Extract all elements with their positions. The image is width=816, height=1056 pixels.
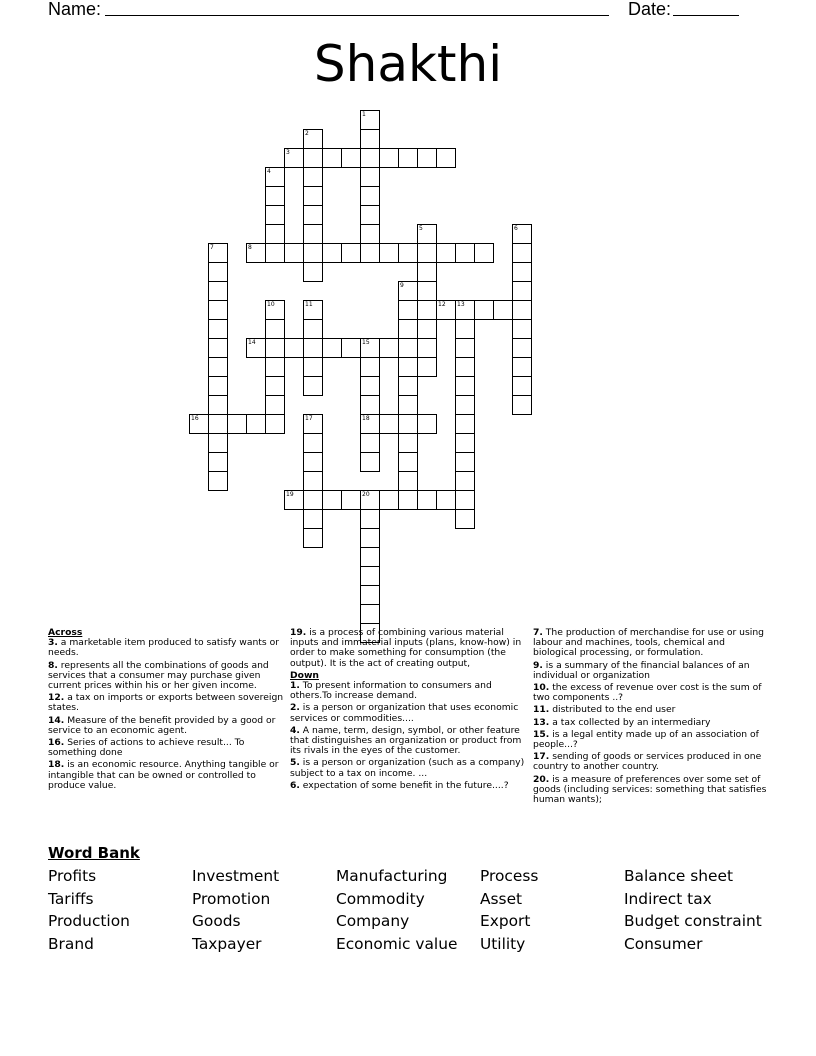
grid-cell[interactable]: [512, 243, 532, 263]
clue-number: 19: [286, 491, 294, 498]
clue-number: 4.: [290, 724, 300, 736]
grid-cell[interactable]: [208, 414, 228, 434]
grid-cell[interactable]: [360, 528, 380, 548]
grid-cell[interactable]: [303, 148, 323, 168]
grid-cell[interactable]: [208, 300, 228, 320]
clue-number: 20.: [533, 773, 550, 785]
grid-cell[interactable]: [360, 585, 380, 605]
clue-number: 9.: [533, 659, 543, 671]
grid-cell[interactable]: [455, 357, 475, 377]
grid-cell[interactable]: [417, 414, 437, 434]
clue-text: Measure of the benefit provided by a good or service to an economic agent.: [48, 714, 276, 736]
clue-number: 2.: [290, 702, 300, 714]
clue-text: represents all the combinations of goods and services that a consumer may purchase given current prices within his or her given income.: [48, 659, 269, 692]
grid-cell[interactable]: [303, 205, 323, 225]
word-bank-entry: Economic value: [336, 934, 458, 953]
grid-cell[interactable]: [417, 338, 437, 358]
grid-cell[interactable]: [474, 300, 494, 320]
grid-cell[interactable]: [303, 528, 323, 548]
grid-cell[interactable]: [398, 148, 418, 168]
grid-cell[interactable]: [341, 490, 361, 510]
grid-cell[interactable]: [360, 452, 380, 472]
grid-cell[interactable]: [360, 547, 380, 567]
grid-cell[interactable]: [455, 490, 475, 510]
clue-text: a tax collected by an intermediary: [549, 716, 711, 728]
grid-cell[interactable]: [455, 509, 475, 529]
clue-text: a marketable item produced to satisfy wants or needs.: [48, 637, 279, 659]
grid-cell[interactable]: [303, 414, 323, 434]
grid-cell[interactable]: [208, 319, 228, 339]
grid-cell[interactable]: [189, 414, 209, 434]
grid-cell[interactable]: [360, 604, 380, 624]
grid-cell[interactable]: [398, 357, 418, 377]
grid-cell[interactable]: [265, 243, 285, 263]
grid-cell[interactable]: [512, 262, 532, 282]
grid-cell[interactable]: [436, 490, 456, 510]
grid-cell[interactable]: [360, 395, 380, 415]
down-heading: Down: [290, 669, 319, 681]
grid-cell[interactable]: [512, 376, 532, 396]
clue-number: 15.: [533, 728, 550, 740]
clue-number: 5.: [290, 757, 300, 769]
grid-cell[interactable]: [303, 300, 323, 320]
grid-cell[interactable]: [322, 148, 342, 168]
clue-text: a tax on imports or exports between sovereign states.: [48, 692, 284, 714]
across-clue: [48, 760, 284, 791]
down-clue: [290, 758, 526, 778]
clue-number: 2: [305, 130, 309, 137]
word-bank-entry: Tariffs: [48, 889, 94, 908]
grid-cell[interactable]: [417, 243, 437, 263]
grid-cell[interactable]: [379, 243, 399, 263]
grid-cell[interactable]: [265, 205, 285, 225]
grid-cell[interactable]: [360, 376, 380, 396]
grid-cell[interactable]: [303, 376, 323, 396]
grid-cell[interactable]: [303, 319, 323, 339]
grid-cell[interactable]: [208, 395, 228, 415]
clue-number: 14.: [48, 714, 65, 726]
down-clue: [533, 628, 769, 659]
clue-text: is an economic resource. Anything tangible or intangible that can be owned or controlled to produce value.: [48, 759, 279, 791]
down-clue: [533, 683, 769, 703]
down-clue-list: [290, 681, 526, 791]
grid-cell[interactable]: [512, 281, 532, 301]
grid-cell[interactable]: [208, 376, 228, 396]
clue-number: 13: [457, 301, 465, 308]
word-bank-entry: Company: [336, 912, 410, 930]
clue-number: 1: [362, 111, 366, 118]
grid-cell[interactable]: [398, 471, 418, 491]
grid-cell[interactable]: [398, 338, 418, 358]
grid-cell[interactable]: [512, 319, 532, 339]
clue-number: 17.: [533, 751, 550, 763]
grid-cell[interactable]: [303, 471, 323, 491]
grid-cell[interactable]: [208, 357, 228, 377]
grid-cell[interactable]: [417, 300, 437, 320]
clue-text: is a person or organization that uses economic services or commodities....: [290, 702, 519, 724]
clue-number: 8.: [48, 659, 58, 671]
down-clue: [533, 752, 769, 772]
grid-cell[interactable]: [208, 262, 228, 282]
grid-cell[interactable]: [246, 414, 266, 434]
clue-number: 5: [419, 225, 423, 232]
across-clue: [48, 693, 284, 713]
grid-cell[interactable]: [265, 414, 285, 434]
grid-cell[interactable]: [360, 110, 380, 130]
clue-number: 18.: [48, 759, 65, 771]
clue-text: A name, term, design, symbol, or other feature that distinguishes an organization or product from its rivals in the eyes of the customer.: [290, 724, 522, 757]
clue-number: 10.: [533, 682, 550, 694]
grid-cell[interactable]: [417, 357, 437, 377]
grid-cell[interactable]: [512, 338, 532, 358]
grid-cell[interactable]: [341, 148, 361, 168]
grid-cell[interactable]: [417, 148, 437, 168]
grid-cell[interactable]: [360, 338, 380, 358]
grid-cell[interactable]: [322, 243, 342, 263]
down-clue: [290, 781, 526, 791]
word-bank-entry: Profits: [48, 867, 97, 885]
grid-cell[interactable]: [284, 148, 304, 168]
grid-cell[interactable]: [284, 490, 304, 510]
grid-cell[interactable]: [493, 300, 513, 320]
name-label: Name:: [48, 0, 102, 19]
grid-cell[interactable]: [303, 490, 323, 510]
grid-cell[interactable]: [512, 224, 532, 244]
grid-cell[interactable]: [455, 395, 475, 415]
grid-cell[interactable]: [265, 357, 285, 377]
grid-cell[interactable]: [436, 243, 456, 263]
clue-number: 11.: [533, 704, 550, 716]
down-clue: [533, 718, 769, 728]
grid-cell[interactable]: [208, 471, 228, 491]
grid-cell[interactable]: [436, 300, 456, 320]
grid-cell[interactable]: [360, 205, 380, 225]
grid-cell[interactable]: [455, 300, 475, 320]
grid-cell[interactable]: [417, 281, 437, 301]
grid-cell[interactable]: [265, 319, 285, 339]
across-clue: [48, 661, 284, 692]
grid-cell[interactable]: [246, 243, 266, 263]
grid-cell[interactable]: [379, 414, 399, 434]
grid-cell[interactable]: [322, 338, 342, 358]
clue-number: 4: [267, 168, 271, 175]
grid-cell[interactable]: [455, 414, 475, 434]
grid-cell[interactable]: [360, 186, 380, 206]
grid-cell[interactable]: [455, 433, 475, 453]
clue-text: is a process of combining various material inputs and immaterial inputs (plans, know-how) in order to make something for consumption (the output). It is the act of creating output,: [290, 627, 522, 669]
clue-text: To present information to consumers and others.To increase demand.: [290, 680, 492, 702]
grid-cell[interactable]: [303, 509, 323, 529]
grid-cell[interactable]: [512, 395, 532, 415]
across-clue: [290, 628, 526, 669]
across-heading: Across: [48, 627, 83, 638]
grid-cell[interactable]: [322, 490, 342, 510]
clue-text: the excess of revenue over cost is the sum of two components ..?: [533, 682, 762, 704]
clue-number: 16: [191, 415, 199, 422]
grid-cell[interactable]: [265, 300, 285, 320]
grid-cell[interactable]: [474, 243, 494, 263]
clue-number: 3: [286, 149, 290, 156]
clue-number: 17: [305, 415, 313, 422]
grid-cell[interactable]: [379, 338, 399, 358]
date-label: Date:: [628, 0, 672, 19]
grid-cell[interactable]: [341, 243, 361, 263]
grid-cell[interactable]: [265, 338, 285, 358]
grid-cell[interactable]: [284, 338, 304, 358]
word-bank-entry: Utility: [480, 934, 526, 953]
grid-cell[interactable]: [398, 452, 418, 472]
grid-cell[interactable]: [303, 338, 323, 358]
grid-cell[interactable]: [303, 262, 323, 282]
across-clue: [48, 738, 284, 758]
clue-number: 6.: [290, 779, 300, 791]
clues-column-1: [48, 628, 284, 793]
grid-cell[interactable]: [379, 148, 399, 168]
word-bank-title: Word Bank: [48, 844, 140, 862]
word-bank-entry: Balance sheet: [624, 867, 734, 885]
clue-number: 7: [210, 244, 214, 251]
grid-cell[interactable]: [303, 129, 323, 149]
grid-cell[interactable]: [360, 566, 380, 586]
down-clue: [533, 775, 769, 806]
word-bank-entry: Indirect tax: [624, 889, 712, 908]
clues-column-3: [533, 628, 769, 807]
grid-cell[interactable]: [455, 243, 475, 263]
word-bank-entry: Export: [480, 912, 531, 930]
down-clue: [290, 681, 526, 701]
grid-cell[interactable]: [341, 338, 361, 358]
clue-text: distributed to the end user: [549, 704, 676, 716]
grid-cell[interactable]: [303, 224, 323, 244]
grid-cell[interactable]: [360, 509, 380, 529]
across-clue: [48, 638, 284, 658]
grid-cell[interactable]: [208, 338, 228, 358]
grid-cell[interactable]: [360, 129, 380, 149]
grid-cell[interactable]: [208, 281, 228, 301]
word-bank-entry: Commodity: [336, 889, 425, 908]
word-bank-entry: Goods: [192, 912, 241, 930]
grid-cell[interactable]: [360, 490, 380, 510]
grid-cell[interactable]: [360, 357, 380, 377]
grid-cell[interactable]: [208, 452, 228, 472]
grid-cell[interactable]: [303, 243, 323, 263]
clue-number: 12: [438, 301, 446, 308]
grid-cell[interactable]: [398, 490, 418, 510]
clue-text: The production of merchandise for use or using labour and machines, tools, chemical and biological processing, or formulation.: [533, 627, 764, 659]
grid-cell[interactable]: [303, 186, 323, 206]
grid-cell[interactable]: [208, 433, 228, 453]
grid-cell[interactable]: [303, 357, 323, 377]
grid-cell[interactable]: [398, 376, 418, 396]
grid-cell[interactable]: [455, 471, 475, 491]
grid-cell[interactable]: [512, 357, 532, 377]
grid-cell[interactable]: [398, 395, 418, 415]
grid-cell[interactable]: [360, 148, 380, 168]
clue-number: 8: [248, 244, 252, 251]
grid-cell[interactable]: [398, 433, 418, 453]
clue-number: 16.: [48, 737, 65, 749]
grid-cell[interactable]: [208, 243, 228, 263]
word-bank-entry: Taxpayer: [192, 934, 262, 953]
grid-cell[interactable]: [398, 414, 418, 434]
puzzle-title: Shakthi: [313, 35, 503, 93]
clue-text: is a summary of the financial balances of an individual or organization: [533, 659, 750, 681]
down-clue: [533, 661, 769, 681]
grid-cell[interactable]: [227, 414, 247, 434]
clue-text: is a person or organization (such as a company) subject to a tax on income. ...: [290, 757, 525, 779]
clue-number: 15: [362, 339, 370, 346]
grid-cell[interactable]: [398, 300, 418, 320]
down-clue-list-continued: [533, 628, 769, 805]
down-clue: [290, 703, 526, 723]
clue-number: 10: [267, 301, 275, 308]
grid-cell[interactable]: [455, 338, 475, 358]
clue-number: 6: [514, 225, 518, 232]
clue-text: is a measure of preferences over some set of goods (including services: something that satisfies human wants);: [533, 773, 767, 806]
word-bank-entry: Manufacturing: [336, 867, 448, 885]
across-clue-list-continued: [290, 628, 526, 669]
grid-cell[interactable]: [246, 338, 266, 358]
word-bank-entry: Production: [48, 912, 130, 930]
word-bank-entry: Process: [480, 867, 539, 885]
grid-cell[interactable]: [265, 167, 285, 187]
word-bank-entry: Budget constraint: [624, 912, 762, 930]
grid-cell[interactable]: [417, 224, 437, 244]
word-bank-entry: Investment: [192, 867, 280, 885]
grid-cell[interactable]: [417, 319, 437, 339]
down-clue: [533, 705, 769, 715]
across-clue: [48, 716, 284, 736]
word-bank-entry: Asset: [480, 889, 523, 908]
grid-cell[interactable]: [360, 243, 380, 263]
grid-cell[interactable]: [303, 452, 323, 472]
grid-cell[interactable]: [455, 452, 475, 472]
down-clue: [290, 726, 526, 757]
clue-text: expectation of some benefit in the future....?: [299, 779, 509, 791]
grid-cell[interactable]: [303, 167, 323, 187]
grid-cell[interactable]: [512, 300, 532, 320]
clues-column-2: [290, 628, 526, 793]
clue-number: 12.: [48, 692, 65, 704]
clue-number: 11: [305, 301, 313, 308]
grid-cell[interactable]: [455, 319, 475, 339]
clue-number: 1.: [290, 680, 300, 692]
grid-cell[interactable]: [265, 186, 285, 206]
grid-cell[interactable]: [265, 395, 285, 415]
down-clue: [533, 730, 769, 750]
clue-number: 19.: [290, 627, 307, 638]
clue-text: Series of actions to achieve result... To something done: [48, 737, 245, 759]
grid-cell[interactable]: [436, 148, 456, 168]
grid-cell[interactable]: [455, 376, 475, 396]
word-bank: [48, 866, 788, 962]
grid-cell[interactable]: [417, 262, 437, 282]
grid-cell[interactable]: [360, 414, 380, 434]
clue-number: 3.: [48, 637, 58, 649]
grid-cell[interactable]: [284, 243, 304, 263]
clue-text: is a legal entity made up of an association of people...?: [533, 728, 759, 751]
word-bank-entry: Consumer: [624, 934, 703, 953]
grid-cell[interactable]: [265, 224, 285, 244]
grid-cell[interactable]: [360, 433, 380, 453]
clue-number: 7.: [533, 627, 543, 638]
grid-cell[interactable]: [398, 281, 418, 301]
grid-cell[interactable]: [379, 490, 399, 510]
clue-number: 14: [248, 339, 256, 346]
clue-text: sending of goods or services produced in one country to another country.: [533, 751, 762, 773]
word-bank-entry: Brand: [48, 934, 94, 953]
word-bank-entry: Promotion: [192, 889, 271, 908]
grid-cell[interactable]: [360, 224, 380, 244]
grid-cell[interactable]: [360, 167, 380, 187]
grid-cell[interactable]: [417, 490, 437, 510]
clue-number: 18: [362, 415, 370, 422]
grid-cell[interactable]: [303, 433, 323, 453]
grid-cell[interactable]: [265, 376, 285, 396]
clue-number: 13.: [533, 716, 550, 728]
grid-cell[interactable]: [398, 243, 418, 263]
clue-number: 20: [362, 491, 370, 498]
across-clue-list: [48, 638, 284, 791]
grid-cell[interactable]: [398, 319, 418, 339]
clue-number: 9: [400, 282, 404, 289]
